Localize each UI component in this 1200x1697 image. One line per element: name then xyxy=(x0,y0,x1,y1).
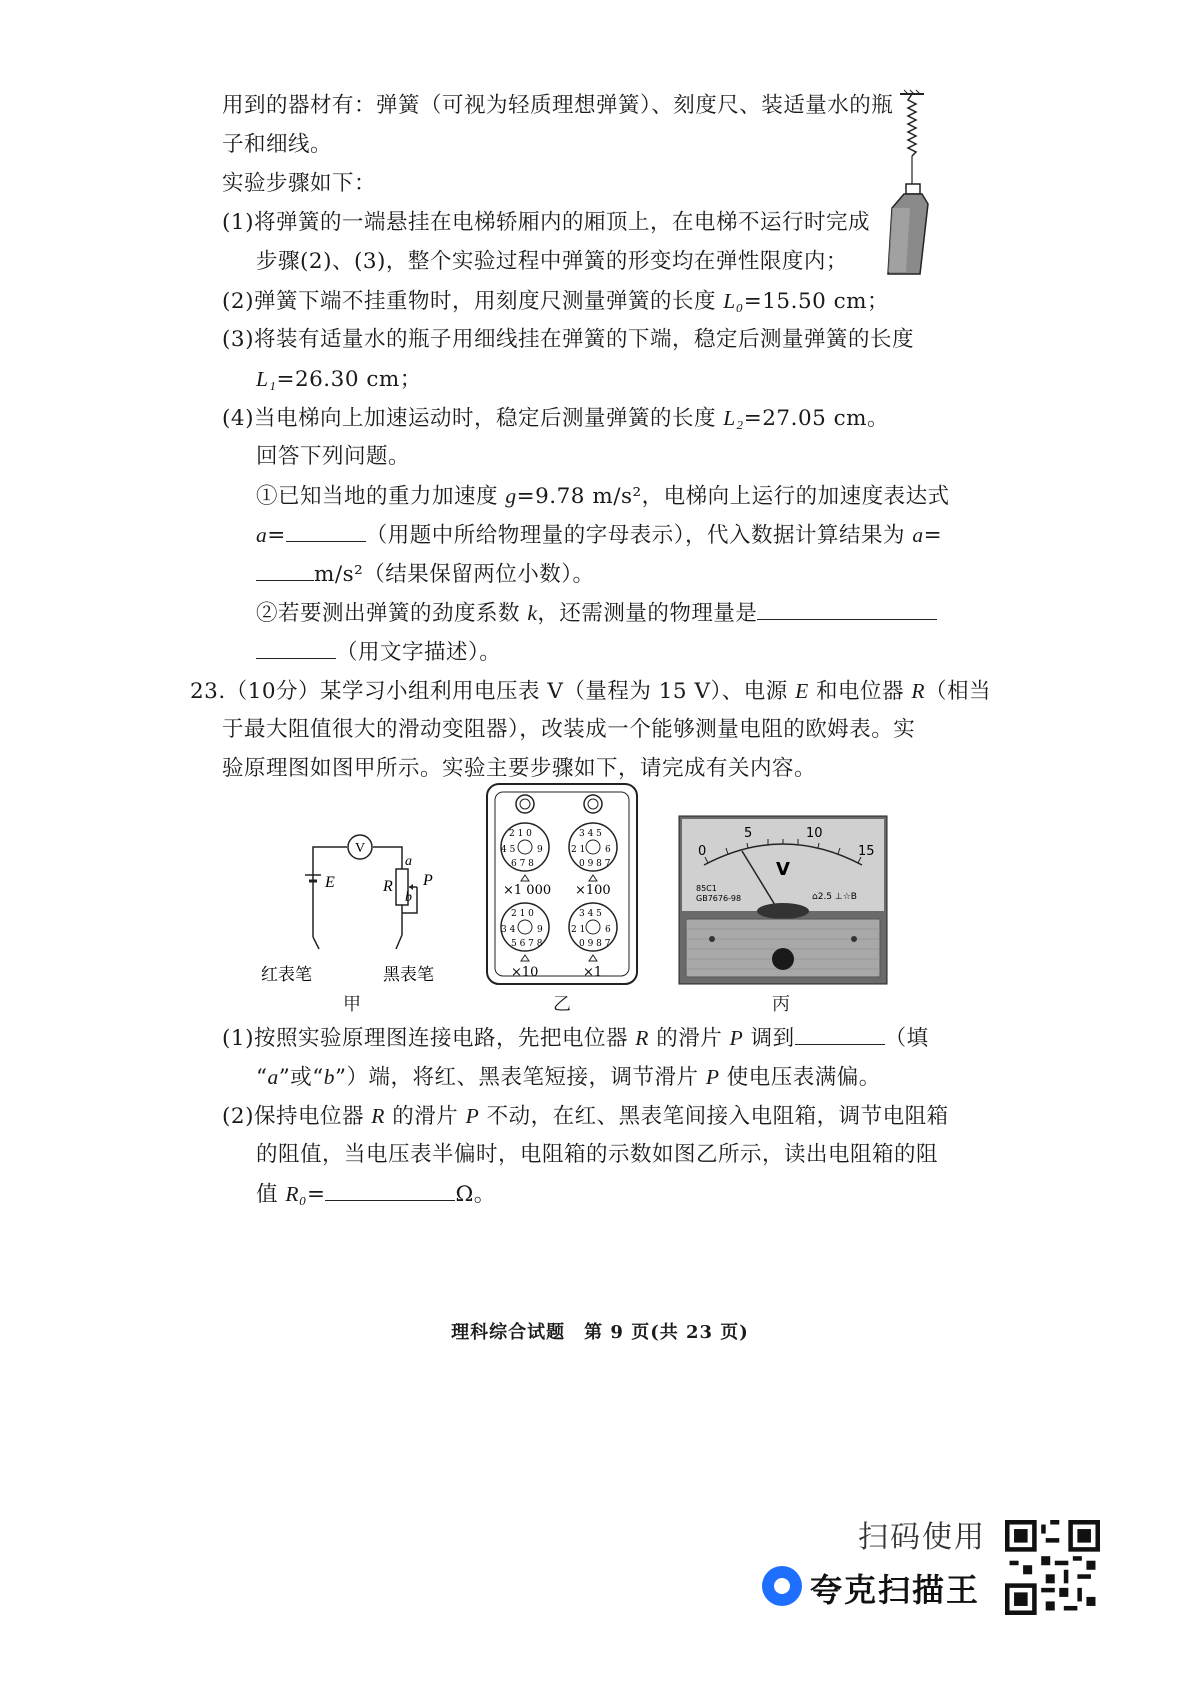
voltmeter-symbol: V xyxy=(355,841,366,856)
voltmeter-photo xyxy=(678,815,888,985)
scale-10: 10 xyxy=(806,826,823,841)
svg-text:2 1: 2 1 xyxy=(571,845,586,855)
svg-text:3 4 5: 3 4 5 xyxy=(579,909,602,919)
model-label: 85C1 xyxy=(696,884,717,893)
answer-blank[interactable] xyxy=(795,1018,885,1045)
svg-text:0 9 8 7: 0 9 8 7 xyxy=(579,859,611,869)
text-line: (3)将装有适量水的瓶子用细线挂在弹簧的下端，稳定后测量弹簧的长度 xyxy=(222,327,914,352)
svg-text:2 1 0: 2 1 0 xyxy=(509,829,532,839)
answer-blank[interactable] xyxy=(757,593,937,620)
text-line: 回答下列问题。 xyxy=(256,444,411,469)
text-line: (1)将弹簧的一端悬挂在电梯轿厢内的厢顶上，在电梯不运行时完成 xyxy=(222,210,870,235)
svg-text:2 1 0: 2 1 0 xyxy=(511,909,534,919)
quark-logo-icon xyxy=(762,1566,802,1606)
svg-text:6 7 8: 6 7 8 xyxy=(511,859,534,869)
svg-text:3 4: 3 4 xyxy=(501,925,516,935)
svg-text:0 9 8 7: 0 9 8 7 xyxy=(579,939,611,949)
text-line: (2)保持电位器 R 的滑片 P 不动，在红、黑表笔间接入电阻箱，调节电阻箱 xyxy=(222,1104,949,1129)
class-label: ⌂2.5 ⊥☆B xyxy=(812,892,857,902)
text-line: “a”或“b”）端，将红、黑表笔短接，调节滑片 P 使电压表满偏。 xyxy=(256,1065,881,1090)
black-probe-label: 黑表笔 xyxy=(383,965,434,985)
text-line: 于最大阻值很大的滑动变阻器），改装成一个能够测量电阻的欧姆表。实 xyxy=(222,717,916,742)
svg-text:4 5: 4 5 xyxy=(501,845,516,855)
text-line: ②若要测出弹簧的劲度系数 k，还需测量的物理量是 xyxy=(256,593,937,634)
end-b-label: b xyxy=(405,890,412,905)
text-line: (4)当电梯向上加速运动时，稳定后测量弹簧的长度 L₂=27.05 cm。 xyxy=(222,406,890,431)
scale-5: 5 xyxy=(744,826,753,841)
text-line: 值 R₀= Ω。 xyxy=(256,1174,496,1215)
answer-blank[interactable] xyxy=(325,1174,455,1201)
end-a-label: a xyxy=(405,854,412,869)
multiplier-label: ×10 xyxy=(511,965,539,980)
source-label: E xyxy=(325,874,335,891)
text-line: (2)弹簧下端不挂重物时，用刻度尺测量弹簧的长度 L₀=15.50 cm； xyxy=(222,289,890,314)
svg-text:6: 6 xyxy=(605,925,611,935)
text-line: (1)按照实验原理图连接电路，先把电位器 R 的滑片 P 调到 （填 xyxy=(222,1018,929,1059)
text-line: ①已知当地的重力加速度 g=9.78 m/s²，电梯向上运行的加速度表达式 xyxy=(256,484,950,509)
text-line: 实验步骤如下： xyxy=(222,171,377,196)
text-line: L₁=26.30 cm； xyxy=(256,367,422,392)
unit-label: V xyxy=(776,859,790,880)
svg-text:2 1: 2 1 xyxy=(571,925,586,935)
text-line: （用文字描述）。 xyxy=(256,632,501,673)
red-probe-label: 红表笔 xyxy=(261,965,312,985)
multiplier-label: ×1 xyxy=(583,965,603,980)
text-line: 步骤(2)、(3)，整个实验过程中弹簧的形变均在弹性限度内； xyxy=(256,249,848,274)
scale-0: 0 xyxy=(698,844,707,859)
answer-blank[interactable] xyxy=(256,632,336,659)
resistor-label: R xyxy=(383,878,393,895)
page-footer: 理科综合试题 第 9 页(共 23 页) xyxy=(451,1322,749,1343)
text-line: 用到的器材有：弹簧（可视为轻质理想弹簧）、刻度尺、装适量水的瓶 xyxy=(222,93,894,118)
answer-blank[interactable] xyxy=(286,515,366,542)
text-line: 的阻值，当电压表半偏时，电阻箱的示数如图乙所示，读出电阻箱的阻 xyxy=(256,1142,939,1167)
caption-jia: 甲 xyxy=(343,994,361,1015)
svg-text:9: 9 xyxy=(537,925,543,935)
text-line: m/s²（结果保留两位小数）。 xyxy=(256,554,595,595)
svg-text:3 4 5: 3 4 5 xyxy=(579,829,602,839)
scan-label: 扫码使用 xyxy=(858,1520,986,1555)
multiplier-label: ×1 000 xyxy=(503,883,552,898)
circuit-diagram xyxy=(255,825,455,985)
text-line: a= （用题中所给物理量的字母表示），代入数据计算结果为 a= xyxy=(256,515,942,556)
brand-name: 夸克扫描王 xyxy=(810,1571,981,1609)
resistance-box xyxy=(485,782,640,987)
multiplier-label: ×100 xyxy=(575,883,611,898)
text-line: 验原理图如图甲所示。实验主要步骤如下，请完成有关内容。 xyxy=(222,756,817,781)
svg-text:9: 9 xyxy=(537,845,543,855)
standard-label: GB7676-98 xyxy=(696,894,742,903)
answer-blank[interactable] xyxy=(256,554,314,581)
slider-label: P xyxy=(423,872,433,889)
caption-yi: 乙 xyxy=(553,994,571,1015)
question-23: 23.（10分）某学习小组利用电压表 V（量程为 15 V）、电源 E 和电位器 R（相当 xyxy=(190,679,992,704)
caption-bing: 丙 xyxy=(772,994,790,1015)
qr-code-icon[interactable] xyxy=(1005,1520,1100,1615)
svg-text:6: 6 xyxy=(605,845,611,855)
scale-15: 15 xyxy=(858,844,875,859)
text-line: 子和细线。 xyxy=(222,132,333,157)
svg-text:5 6 7 8: 5 6 7 8 xyxy=(511,939,543,949)
